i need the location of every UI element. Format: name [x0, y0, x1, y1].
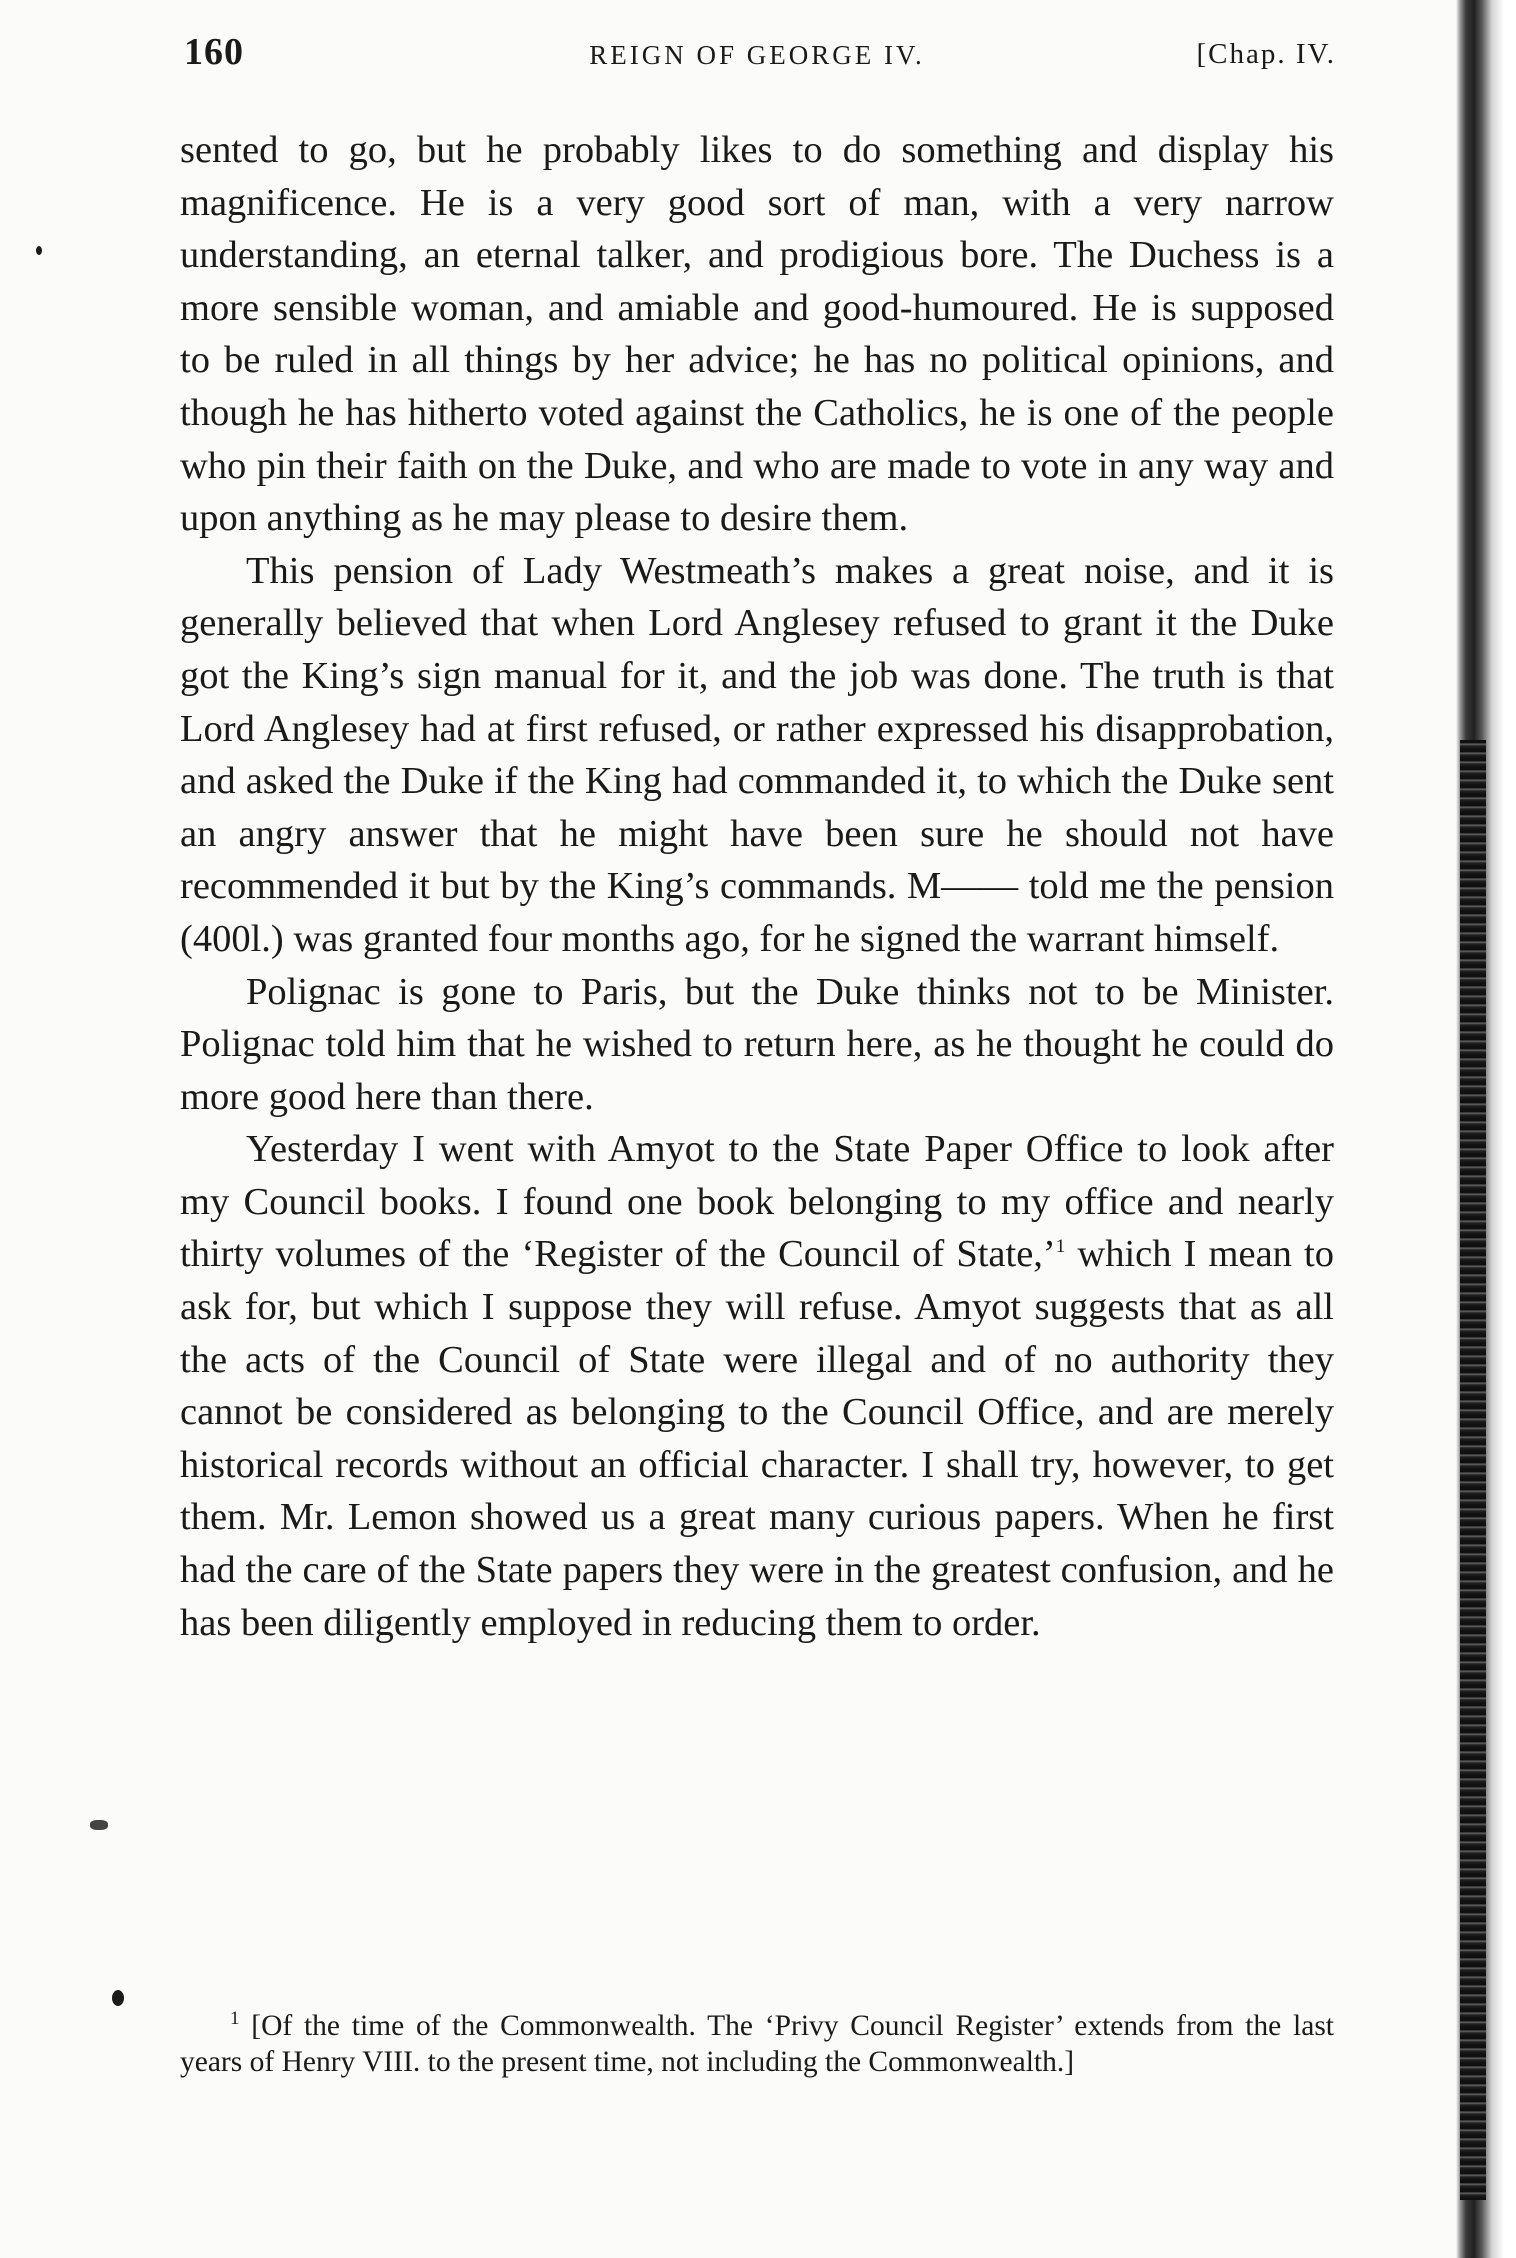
- footnote: [180, 2008, 1334, 2080]
- footnote-reference: 1: [1055, 1236, 1066, 1258]
- paragraph-continued: sented to go, but he probably likes to do something and display his magnificence. He is a very good sort of man, with a very narrow understanding, an eternal talker, and prodigious bore. The Duchess is a more sensible woman, and amiable and good-humoured. He is supposed to be ruled in all things by her advice; he has no political opinions, and though he has hitherto voted against the Catholics, he is one of the people who pin their faith on the Duke, and who are made to vote in any way and upon anything as he may please to desire them.: [180, 129, 1334, 540]
- paragraph-text-part-1: Yesterday I went with Amyot to the State Paper Office to look after my Council books. I found one book belonging to my office and nearly thirty volumes of the ‘Register of the Council of State,’: [180, 1128, 1334, 1276]
- footnote-marker: 1: [230, 2008, 240, 2030]
- ink-speck: [36, 246, 42, 255]
- chapter-label: [Chap. IV.: [1196, 38, 1336, 70]
- running-header: [178, 30, 1336, 90]
- page-edge-texture: [1460, 740, 1486, 2200]
- page-number: 160: [184, 31, 244, 73]
- paragraph-text-part-2: which I mean to ask for, but which I suppose they will refuse. Amyot suggests that as all the acts of the Council of State were illegal and of no authority they cannot be considered as belonging to the Council Office, and are merely historical records without an official character. I shall try, however, to get them. Mr. Lemon showed us a great many curious papers. When he first had the care of the State papers they were in the greatest confusion, and he has been diligently employed in reducing them to order.: [180, 1233, 1334, 1644]
- paragraph-pension: This pension of Lady Westmeath’s makes a great noise, and it is generally believed that when Lord Anglesey refused to grant it the Duke got the King’s sign manual for it, and the job was done. The truth is that Lord Anglesey had at first refused, or rather expressed his disapprobation, and asked the Duke if the King had commanded it, to which the Duke sent an angry answer that he might have been sure he should not have recommended it but by the King’s commands. M—— told me the pension (400l.) was granted four months ago, for he signed the warrant himself.: [180, 549, 1334, 960]
- body-text: [180, 124, 1334, 1649]
- ink-speck: [90, 1820, 108, 1830]
- paragraph-polignac: Polignac is gone to Paris, but the Duke thinks not to be Minister. Polignac told him that he wished to return here, as he thought he could do more good here than there.: [180, 970, 1334, 1118]
- paragraph-state-paper-office: [180, 1123, 1334, 1649]
- running-title: REIGN OF GEORGE IV.: [589, 40, 925, 70]
- footnote-text: [Of the time of the Commonwealth. The ‘Privy Council Register’ extends from the last years of Henry VIII. to the present time, not including the Commonwealth.]: [180, 2010, 1335, 2078]
- ink-speck: [112, 1990, 124, 2006]
